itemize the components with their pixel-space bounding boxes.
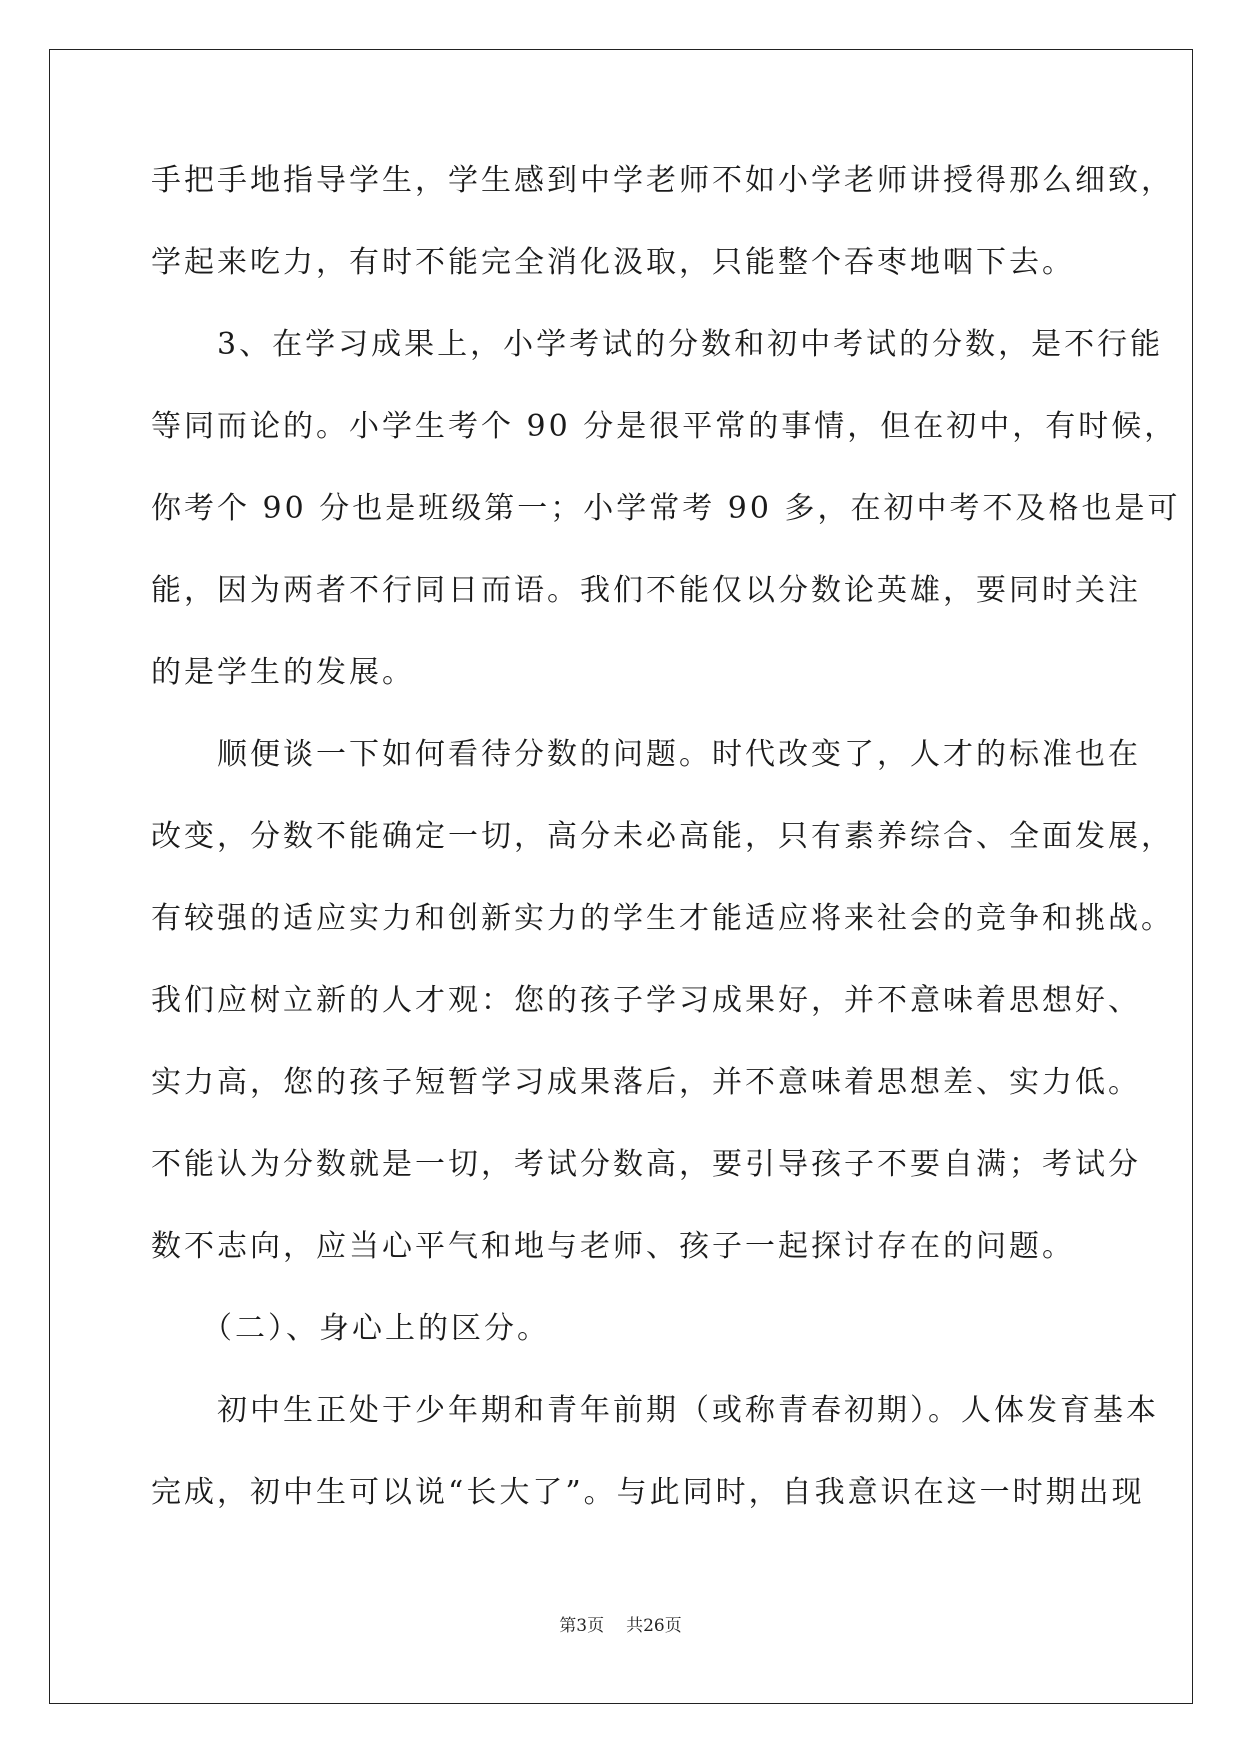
text-line: 顺便谈一下如何看待分数的问题。时代改变了，人才的标准也在 <box>151 737 1141 772</box>
page-number: 第3页 <box>559 1616 605 1636</box>
text-line: 实力高，您的孩子短暂学习成果落后，并不意味着思想差、实力低。 <box>151 1065 1141 1100</box>
page-total: 共26页 <box>626 1616 682 1636</box>
text-line: 的是学生的发展。 <box>151 655 415 690</box>
text-line: 你考个 90 分也是班级第一；小学常考 90 多，在初中考不及格也是可 <box>151 491 1181 526</box>
text-line: 完成，初中生可以说“长大了”。与此同时，自我意识在这一时期出现 <box>151 1475 1145 1510</box>
text-line: 我们应树立新的人才观：您的孩子学习成果好，并不意味着思想好、 <box>151 983 1141 1018</box>
text-line: 不能认为分数就是一切，考试分数高，要引导孩子不要自满；考试分 <box>151 1147 1141 1182</box>
text-line: 等同而论的。小学生考个 90 分是很平常的事情，但在初中，有时候， <box>151 409 1178 444</box>
text-line: 有较强的适应实力和创新实力的学生才能适应将来社会的竞争和挑战。 <box>151 901 1174 936</box>
document-body <box>151 152 1181 1546</box>
text-line: 3、在学习成果上，小学考试的分数和初中考试的分数，是不行能 <box>151 327 1164 362</box>
section-heading: （二）、身心上的区分。 <box>151 1311 550 1346</box>
page-footer <box>0 1611 1241 1636</box>
text-line: 学起来吃力，有时不能完全消化汲取，只能整个吞枣地咽下去。 <box>151 245 1075 280</box>
text-line: 数不志向，应当心平气和地与老师、孩子一起探讨存在的问题。 <box>151 1229 1075 1264</box>
text-line: 初中生正处于少年期和青年前期（或称青春初期）。人体发育基本 <box>151 1393 1159 1428</box>
text-line: 手把手地指导学生，学生感到中学老师不如小学老师讲授得那么细致， <box>151 163 1174 198</box>
text-line: 改变，分数不能确定一切，高分未必高能，只有素养综合、全面发展， <box>151 819 1174 854</box>
text-line: 能，因为两者不行同日而语。我们不能仅以分数论英雄，要同时关注 <box>151 573 1141 608</box>
